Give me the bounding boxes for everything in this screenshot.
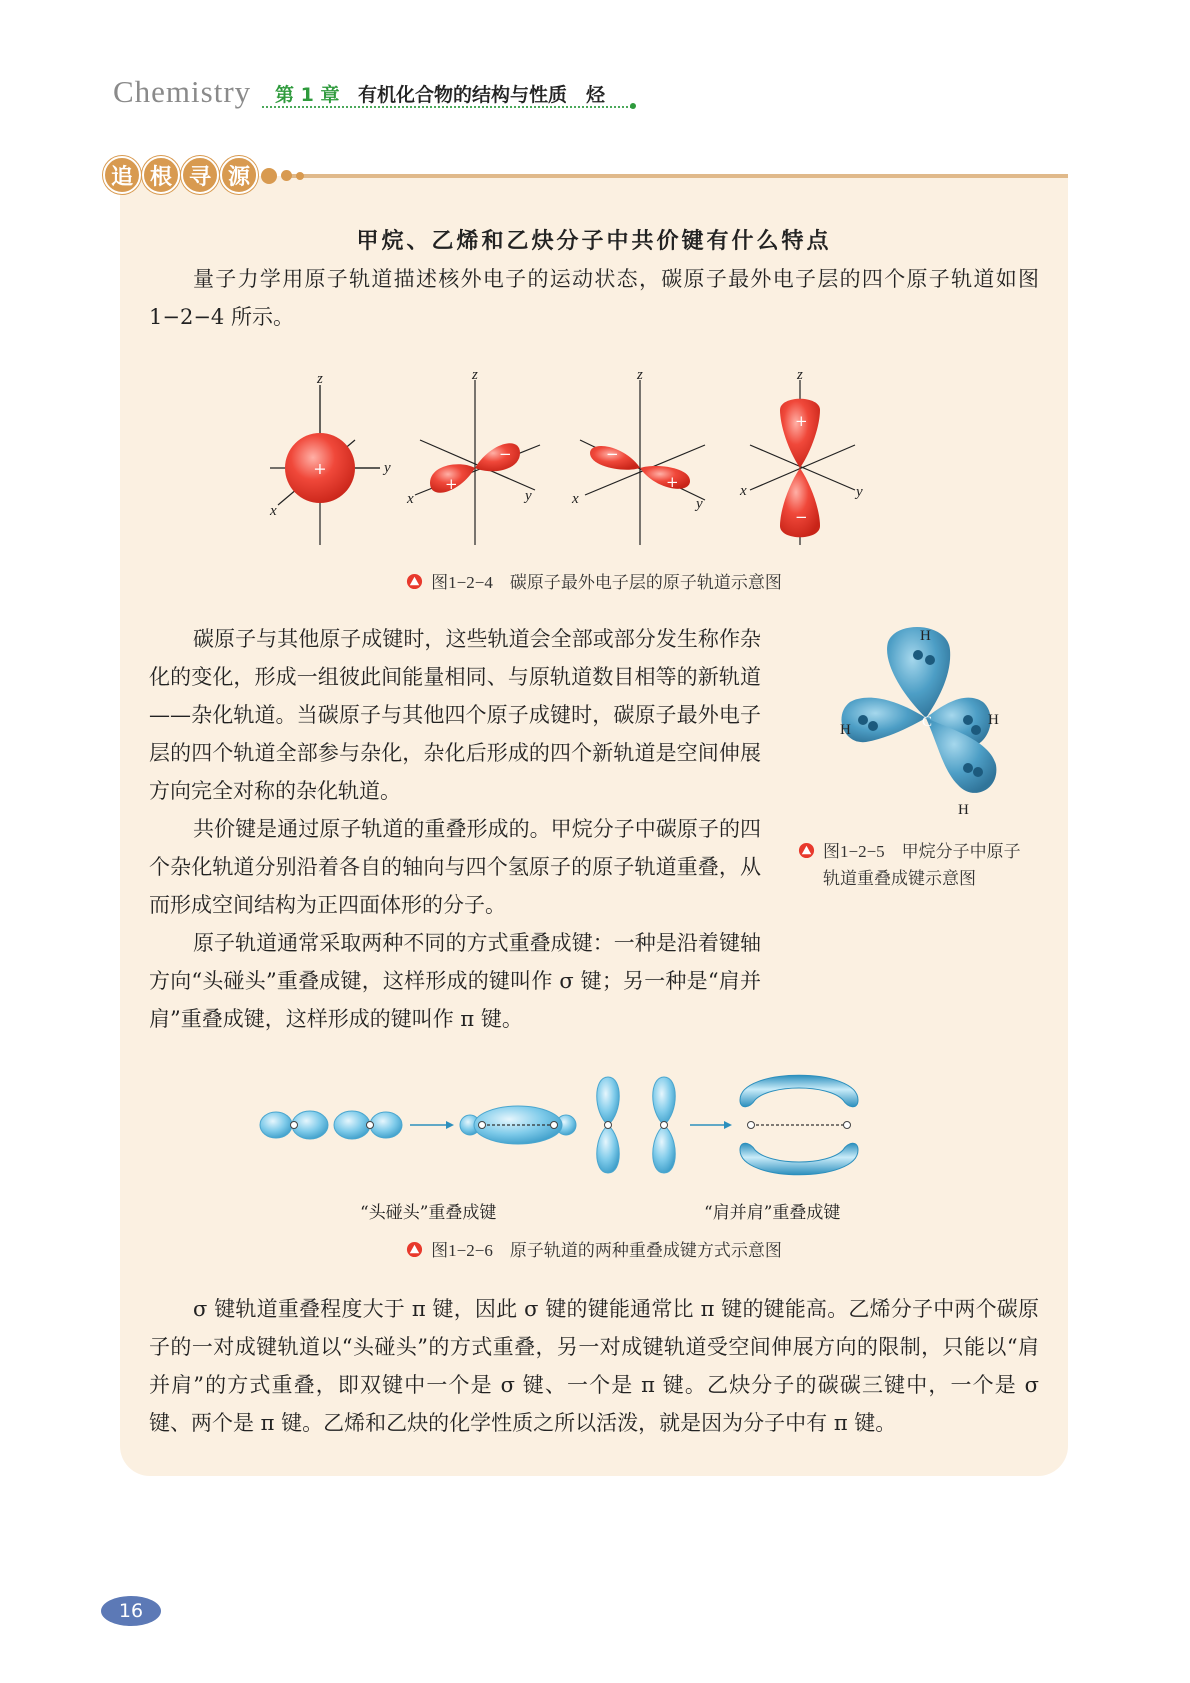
tag-char: 寻	[181, 156, 219, 194]
paragraph-sigma-pi: σ 键轨道重叠程度大于 π 键，因此 σ 键的键能通常比 π 键的键能高。乙烯分子中两个碳原子的一对成键轨道以“头碰头”的方式重叠，另一对成键轨道受空间伸展方向的限制，只能以“肩并肩”的方式重叠，即双键中一个是 σ 键、一个是 π 键。乙炔分子的碳碳三键中，一个是 σ 键、两个是 π 键。乙烯和乙炔的化学性质之所以活泼，就是因为分子中有 π 键。	[149, 1297, 1039, 1435]
plus-sign: +	[795, 412, 808, 430]
atom-label-h: H	[920, 628, 931, 644]
atom-label-h: H	[988, 712, 999, 728]
tag-dot	[261, 168, 277, 184]
axis-z: z	[797, 367, 803, 383]
caption-text: 图1−2−4 碳原子最外电子层的原子轨道示意图	[431, 573, 782, 592]
atom-label-h: H	[958, 802, 969, 818]
s-orbital	[269, 371, 391, 545]
px-orbital	[406, 367, 540, 545]
tag-dot	[296, 172, 304, 180]
tag-char: 源	[220, 156, 258, 194]
plus-sign: +	[313, 459, 327, 478]
axis-y: y	[525, 488, 532, 504]
caption-fig5	[798, 838, 1038, 892]
axis-y: y	[384, 460, 391, 476]
figure-orbitals	[260, 365, 930, 565]
caption-line: 轨道重叠成键示意图	[823, 869, 976, 888]
axis-y: y	[856, 484, 863, 500]
axis-z: z	[317, 371, 323, 387]
paragraph-orbitals: 量子力学用原子轨道描述核外电子的运动状态，碳原子最外电子层的四个原子轨道如图 1−2−4 所示。	[149, 267, 1039, 329]
section-tag	[103, 156, 306, 196]
sigma-before	[260, 1111, 402, 1139]
header-brand: Chemistry	[113, 74, 252, 109]
header-dot	[630, 103, 636, 109]
caption-text: 图1−2−6 原子轨道的两种重叠成键方式示意图	[431, 1241, 782, 1260]
sigma-after	[460, 1106, 576, 1144]
caption-triangle-icon	[406, 1241, 423, 1258]
py-orbital	[571, 367, 705, 545]
caption-fig6	[120, 1236, 1068, 1261]
axis-x: x	[740, 483, 747, 499]
paragraph-covalent: 共价键是通过原子轨道的重叠形成的。甲烷分子中碳原子的四个杂化轨道分别沿着各自的轴向与四个氢原子的原子轨道重叠，从而形成空间结构为正四面体形的分子。	[149, 817, 761, 917]
caption-triangle-icon	[406, 573, 423, 590]
caption-fig4	[120, 568, 1068, 593]
section-title: 甲烷、乙烯和乙炔分子中共价键有什么特点	[356, 228, 832, 254]
tag-char: 根	[142, 156, 180, 194]
paragraph-hybrid: 碳原子与其他原子成键时，这些轨道会全部或部分发生称作杂化的变化，形成一组彼此间能量相同、与原轨道数目相等的新轨道——杂化轨道。当碳原子与其他四个原子成键时，碳原子最外电子层的四个轨道全部参与杂化，杂化后形成的四个新轨道是空间伸展方向完全对称的杂化轨道。	[149, 627, 761, 803]
minus-sign: −	[795, 508, 808, 526]
figure-methane	[818, 620, 1018, 828]
tag-char: 追	[103, 156, 141, 194]
atom-label-h: H	[840, 722, 851, 738]
label-shoulder-to-shoulder: “肩并肩”重叠成键	[704, 1203, 841, 1223]
arrow-head	[446, 1121, 454, 1129]
axis-x: x	[407, 491, 414, 507]
page-number: 16	[101, 1596, 161, 1626]
axis-z: z	[472, 367, 478, 383]
tag-dot	[281, 170, 292, 181]
atom-label-c: C	[922, 714, 933, 730]
caption-line	[798, 838, 1038, 865]
axis-x: x	[270, 503, 277, 519]
paragraph-block	[149, 620, 761, 1038]
header-chapter-title: 有机化合物的结构与性质 烃	[358, 84, 606, 106]
header-chapter: 第 1 章	[275, 84, 340, 106]
label-head-to-head: “头碰头”重叠成键	[360, 1203, 497, 1223]
box-top-line	[286, 174, 1068, 178]
figure-overlap	[258, 1062, 938, 1192]
caption-triangle-icon	[798, 842, 815, 859]
pi-after	[740, 1075, 858, 1175]
paragraph-overlap: 原子轨道通常采取两种不同的方式重叠成键：一种是沿着键轴方向“头碰头”重叠成键，这样形成的键叫作 σ 键；另一种是“肩并肩”重叠成键，这样形成的键叫作 π 键。	[149, 931, 761, 1031]
pz-orbital	[739, 367, 863, 545]
caption-text: 图1−2−5 甲烷分子中原子	[823, 842, 1021, 861]
axis-x: x	[572, 491, 579, 507]
minus-sign: −	[499, 445, 512, 463]
plus-sign: +	[445, 475, 458, 493]
axis-z: z	[637, 367, 643, 383]
pi-before	[597, 1077, 676, 1173]
plus-sign: +	[666, 473, 679, 491]
header-underline	[262, 106, 632, 108]
arrow-head	[724, 1121, 732, 1129]
minus-sign: −	[606, 445, 619, 463]
axis-y: y	[696, 496, 703, 512]
